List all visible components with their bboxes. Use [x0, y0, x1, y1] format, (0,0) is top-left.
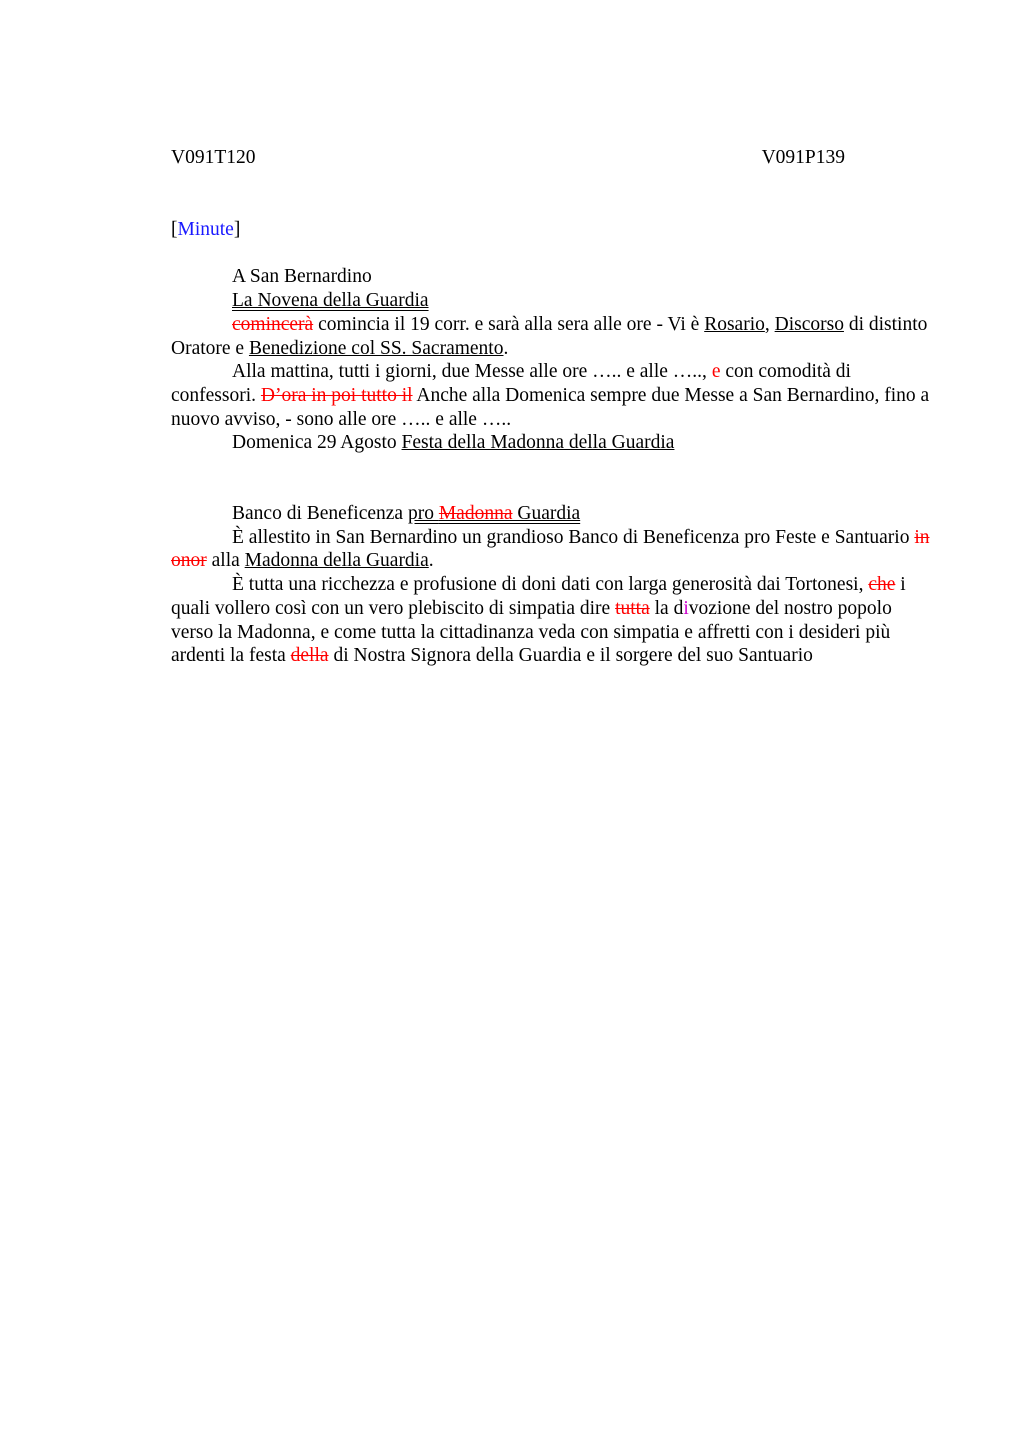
- underlined-term: Benedizione col SS. Sacramento: [248, 337, 504, 359]
- insertion: i: [683, 597, 689, 619]
- text-run: con comodità di confessori.: [171, 361, 851, 406]
- notice2-paragraph-2: [171, 573, 931, 668]
- text-run: Alla mattina, tutti i giorni, due Messe alle ore ….. e alle …..,: [232, 361, 712, 383]
- notice2-title-underlined: [408, 503, 580, 524]
- text-run: pro: [407, 503, 439, 525]
- notice1-paragraph-2: [171, 360, 931, 431]
- text-run: di distinto Oratore e: [171, 313, 928, 359]
- bracket-close: ]: [233, 218, 241, 240]
- section-label: Minute: [177, 218, 234, 240]
- text-run: .: [428, 550, 434, 572]
- notice1-paragraph-3: [171, 431, 931, 455]
- document-header: [171, 146, 845, 170]
- text-run: Domenica 29 Agosto: [232, 432, 402, 454]
- text-run: .: [503, 337, 509, 359]
- bracket-open: [: [171, 218, 178, 240]
- deletion: comincerà: [232, 313, 314, 335]
- insertion: e: [711, 361, 721, 383]
- document-page: [171, 146, 931, 668]
- text-run: Anche alla Domenica sempre due Messe a San Bernardino, fino a nuovo avviso, - sono alle ore ….. e alle …..: [171, 384, 930, 430]
- left-code: V091T120: [171, 147, 256, 168]
- section-tag: [171, 218, 931, 242]
- notice1-title-line: [171, 289, 931, 313]
- notice2-title-line: [171, 502, 931, 526]
- notice1-paragraph-1: [171, 313, 931, 360]
- deletion: della: [290, 645, 329, 667]
- text-run: di Nostra Signora della Guardia e il sorgere del suo Santuario: [328, 645, 813, 667]
- text-run: ,: [764, 313, 775, 335]
- text-run: comincia il 19 corr. e sarà alla sera alle ore - Vi è: [313, 313, 705, 335]
- text-run: la d: [649, 597, 684, 619]
- deletion: D’ora in poi tutto il: [260, 384, 413, 406]
- underlined-term: Rosario: [704, 313, 765, 335]
- underlined-term: Madonna della Guardia: [244, 550, 429, 572]
- text-run: Guardia: [512, 503, 581, 525]
- text-run: vozione del nostro popolo verso la Madonna, e come tutta la cittadinanza veda con simpatia e affretti con i desideri più ardenti la festa: [171, 597, 892, 667]
- text-run: È tutta una ricchezza e profusione di doni dati con larga generosità dai Tortonesi,: [232, 574, 869, 596]
- text-run: È allestito in San Bernardino un grandioso Banco di Beneficenza pro Feste e Santuario: [232, 526, 915, 548]
- text-run: i quali vollero così con un vero plebiscito di simpatia dire: [171, 574, 906, 619]
- underlined-term: Festa della Madonna della Guardia: [401, 432, 675, 454]
- notice1-place: A San Bernardino: [232, 266, 372, 288]
- notice2-paragraph-1: [171, 526, 931, 573]
- underlined-term: Discorso: [774, 313, 844, 335]
- deletion: in onor: [171, 526, 930, 572]
- notice1-title: La Novena della Guardia: [232, 290, 429, 312]
- deletion: tutta: [615, 597, 650, 619]
- text-run: alla: [206, 550, 245, 572]
- deletion: Madonna: [438, 503, 513, 525]
- deletion: che: [868, 574, 896, 596]
- text-run: Banco di Beneficenza: [232, 503, 408, 525]
- right-code: V091P139: [761, 147, 845, 168]
